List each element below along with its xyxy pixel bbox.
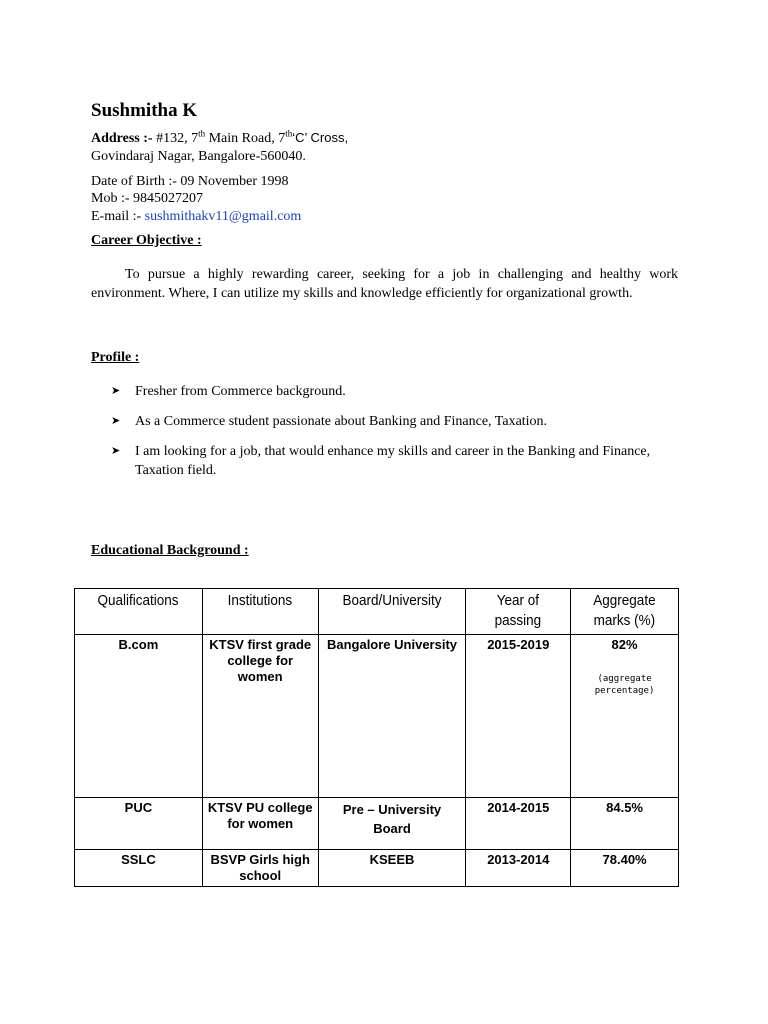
arrow-bullet-icon: ➤ xyxy=(111,415,121,427)
table-row xyxy=(75,850,679,887)
column-header-qualifications: Qualifications xyxy=(75,589,203,635)
address-line-1 xyxy=(91,129,348,148)
career-objective-heading: Career Objective : xyxy=(91,233,202,248)
column-header-year: Year of passing xyxy=(466,589,571,635)
list-item xyxy=(91,442,681,480)
marks-note: (aggregate percentage) xyxy=(594,674,655,696)
profile-heading: Profile : xyxy=(91,350,140,365)
candidate-name: Sushmitha K xyxy=(91,100,198,121)
date-of-birth: Date of Birth :- 09 November 1998 xyxy=(91,174,289,189)
arrow-bullet-icon: ➤ xyxy=(111,445,121,457)
cell-marks: 84.5% xyxy=(571,798,679,850)
cell-year: 2013-2014 xyxy=(466,850,571,887)
cell-qualification: PUC xyxy=(75,798,203,850)
column-header-marks: Aggregate marks (%) xyxy=(571,589,679,635)
arrow-bullet-icon: ➤ xyxy=(111,385,121,397)
cell-qualification: B.com xyxy=(75,635,203,798)
table-row xyxy=(75,798,679,850)
address-part-1: #132, 7 xyxy=(156,131,199,146)
cell-marks: 78.40% xyxy=(571,850,679,887)
table-header-row xyxy=(75,589,679,635)
cell-institution: KTSV PU college for women xyxy=(202,798,318,850)
address-part-2: Main Road, 7 xyxy=(205,131,286,146)
list-item xyxy=(91,382,681,401)
table-row xyxy=(75,635,679,798)
address-sup-1: th xyxy=(198,128,206,139)
email-link[interactable]: sushmithakv11@gmail.com xyxy=(144,209,302,224)
list-item xyxy=(91,412,681,431)
cell-year: 2015-2019 xyxy=(466,635,571,798)
profile-item-text: I am looking for a job, that would enhance my skills and career in the Banking and Finance, Taxation field. xyxy=(135,444,651,478)
career-objective-text: To pursue a highly rewarding career, seeking for a job in challenging and healthy work environment. Where, I can utilize my skills and knowledge efficiently for organizational growth. xyxy=(91,267,678,301)
profile-item-text: Fresher from Commerce background. xyxy=(135,384,346,399)
address-line-2: Govindaraj Nagar, Bangalore-560040. xyxy=(91,149,306,164)
cell-qualification: SSLC xyxy=(75,850,203,887)
cell-institution: BSVP Girls high school xyxy=(202,850,318,887)
email-label: E-mail :- xyxy=(91,209,145,224)
cell-year: 2014-2015 xyxy=(466,798,571,850)
column-header-board: Board/University xyxy=(318,589,466,635)
marks-value: 82% xyxy=(611,637,638,652)
cell-board: Pre – University Board xyxy=(318,798,466,850)
address-part-3: ‘C’ Cross, xyxy=(292,130,349,145)
email-line xyxy=(91,208,301,226)
education-table xyxy=(74,588,679,887)
profile-item-text: As a Commerce student passionate about Banking and Finance, Taxation. xyxy=(135,414,548,429)
column-header-institutions: Institutions xyxy=(202,589,318,635)
address-sup-2: th xyxy=(285,128,293,139)
cell-marks xyxy=(571,635,679,798)
education-heading: Educational Background : xyxy=(91,543,249,558)
cell-board: Bangalore University xyxy=(318,635,466,798)
mobile-number: Mob :- 9845027207 xyxy=(91,191,203,206)
cell-institution: KTSV first grade college for women xyxy=(202,635,318,798)
profile-list xyxy=(91,382,681,491)
cell-board: KSEEB xyxy=(318,850,466,887)
address-label: Address :- xyxy=(91,131,153,146)
